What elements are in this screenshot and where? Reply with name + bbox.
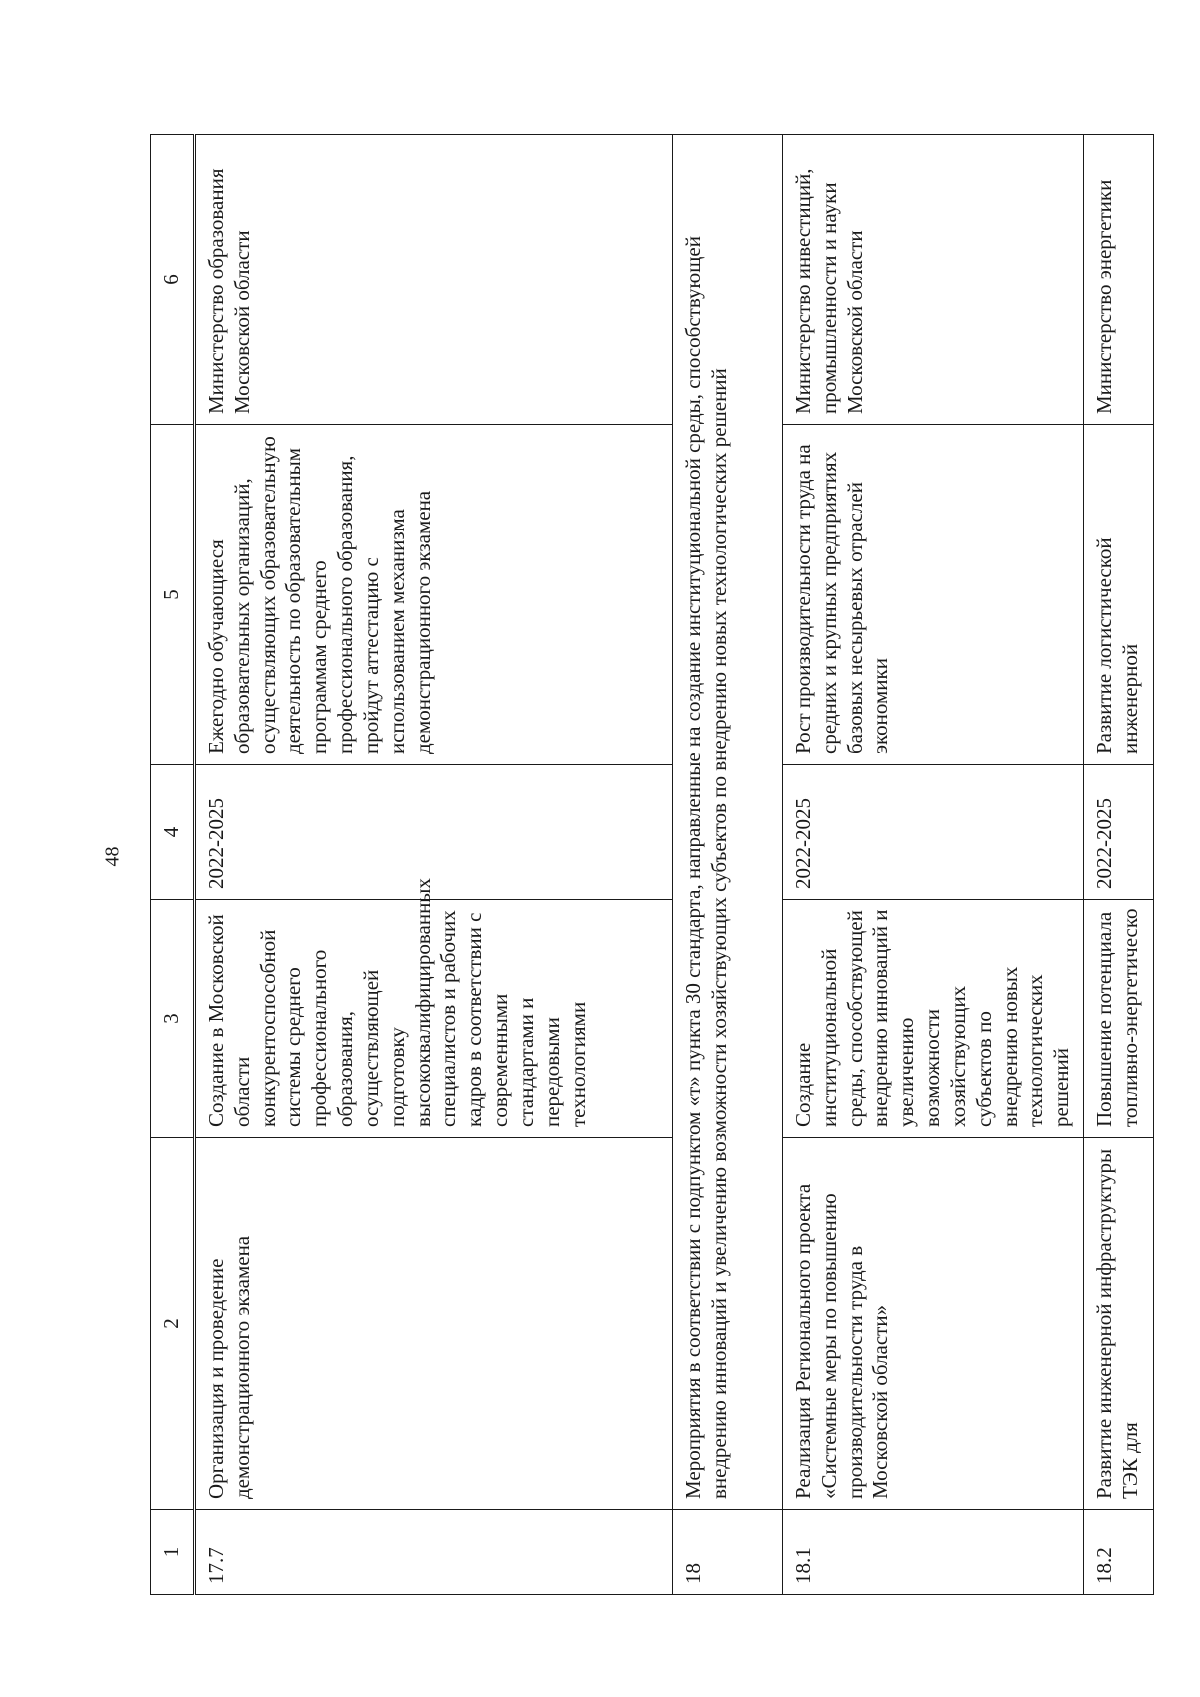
measure-period: 2022-2025 (1084, 765, 1154, 900)
row-number: 18.2 (1084, 1510, 1154, 1595)
table-row-18-1 (783, 135, 1084, 1595)
table-row-17-7 (195, 135, 673, 1595)
measure-goal: Создание в Московской области конкурентоспособной системы среднего профессионального образования, осуществляющей подготовку высококвалифицированных специалистов и рабочих кадров в соответствии с современными стандартами и передовыми технологиями (195, 900, 673, 1138)
section-number: 18 (673, 1510, 783, 1595)
measures-table (150, 134, 1154, 1595)
measure-responsible: Министерство образования Московской области (195, 135, 673, 425)
col-header-5: 5 (151, 425, 195, 765)
col-header-4: 4 (151, 765, 195, 900)
row-number: 17.7 (195, 1510, 673, 1595)
measure-responsible: Министерство инвестиций, промышленности и науки Московской области (783, 135, 1084, 425)
rotated-table-container (150, 135, 1200, 1595)
col-header-3: 3 (151, 900, 195, 1138)
measure-period: 2022-2025 (783, 765, 1084, 900)
measure-goal: Создание институциональной среды, способствующей внедрению инноваций и увеличению возможности хозяйствующих субъектов по внедрению новых технологических решений (783, 900, 1084, 1138)
page-number: 48 (101, 846, 124, 867)
measure-result: Рост производительности труда на средних и крупных предприятиях базовых несырьевых отраслей экономики (783, 425, 1084, 765)
row-number: 18.1 (783, 1510, 1084, 1595)
measure-period: 2022-2025 (195, 765, 673, 900)
measure-name: Организация и проведение демонстрационного экзамена (195, 1138, 673, 1510)
col-header-2: 2 (151, 1138, 195, 1510)
section-title: Мероприятия в соответствии с подпунктом «т» пункта 30 стандарта, направленные на создание институциональной среды, способствующей внедрению инноваций и увеличению возможности хозяйствующих субъектов по внедрению новых технологических решений (673, 135, 783, 1510)
measure-responsible: Министерство энергетики (1084, 135, 1154, 425)
measure-result: Развитие логистической инженерной (1084, 425, 1154, 765)
measure-name: Развитие инженерной инфраструктуры ТЭК для (1084, 1138, 1154, 1510)
measure-goal: Повышение потенциала топливно-энергетическо (1084, 900, 1154, 1138)
measure-name: Реализация Регионального проекта «Системные меры по повышению производительности труда в Московской области» (783, 1138, 1084, 1510)
table-row-18-2 (1084, 135, 1154, 1595)
header-row (151, 135, 195, 1595)
col-header-1: 1 (151, 1510, 195, 1595)
measure-result: Ежегодно обучающиеся образовательных организаций, осуществляющих образовательную деятельность по образовательным программам среднего профессионального образования, пройдут аттестацию с использованием механизма демонстрационного экзамена (195, 425, 673, 765)
table-row-18 (673, 135, 783, 1595)
col-header-6: 6 (151, 135, 195, 425)
